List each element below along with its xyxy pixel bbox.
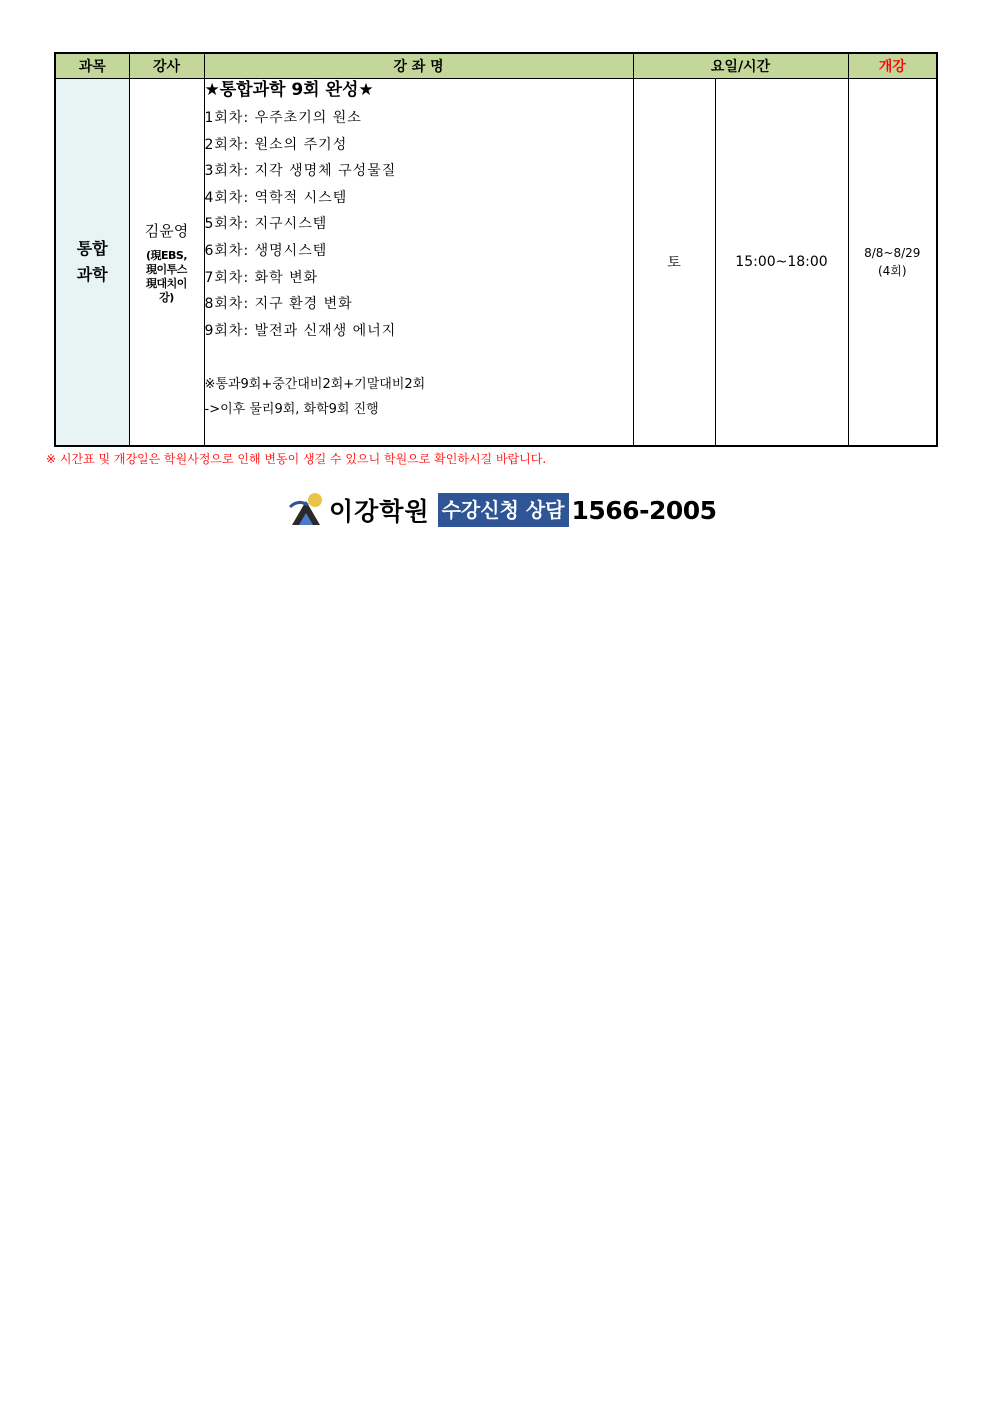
session-item: 9회차: 발전과 신재생 에너지 xyxy=(204,322,397,339)
session-item: 4회차: 역학적 시스템 xyxy=(204,189,348,206)
spacer xyxy=(205,344,633,372)
subject-line-2: 과학 xyxy=(76,265,108,284)
academy-emblem-icon xyxy=(288,491,326,529)
period-count: (4회) xyxy=(877,264,907,278)
academy-name: 이강학원 xyxy=(329,497,430,526)
session-item: 6회차: 생명시스템 xyxy=(204,242,328,259)
course-cell xyxy=(204,79,633,447)
session-item: 7회차: 화학 변화 xyxy=(204,269,319,286)
registration-label: 수강신청 상담 xyxy=(438,493,569,527)
session-item: 5회차: 지구시스템 xyxy=(204,216,328,233)
disclaimer-text: ※ 시간표 및 개강일은 학원사정으로 인해 변동이 생길 수 있으니 학원으로 확인하시길 바랍니다. xyxy=(46,452,547,466)
subject-cell xyxy=(55,79,129,447)
table-row xyxy=(55,79,937,447)
period-dates: 8/8~8/29 xyxy=(864,246,921,260)
teacher-cell xyxy=(129,79,204,447)
session-item: 2회차: 원소의 주기성 xyxy=(204,136,348,153)
day-cell: 토 xyxy=(633,79,715,447)
schedule-table xyxy=(54,52,938,447)
course-note-1: ※통과9회+중간대비2회+기말대비2회 xyxy=(204,377,426,393)
session-item: 8회차: 지구 환경 변화 xyxy=(204,296,353,313)
course-note-2: ->이후 물리9회, 화학9회 진행 xyxy=(204,402,379,418)
session-item: 1회차: 우주초기의 원소 xyxy=(204,110,362,126)
teacher-bio-4: 강) xyxy=(159,290,174,304)
header-teacher: 강사 xyxy=(129,53,204,79)
header-course: 강 좌 명 xyxy=(204,53,633,79)
academy-logo-bar xyxy=(288,491,717,529)
session-item: 3회차: 지각 생명체 구성물질 xyxy=(204,163,397,180)
teacher-name: 김윤영 xyxy=(144,221,189,240)
teacher-bio-1: (現EBS, xyxy=(145,248,188,262)
period-cell xyxy=(848,79,937,447)
header-subject: 과목 xyxy=(55,53,129,79)
header-schedule: 요일/시간 xyxy=(633,53,848,79)
course-title: ★통합과학 9회 완성★ xyxy=(204,80,374,100)
table-header-row xyxy=(55,53,937,79)
phone-number: 1566-2005 xyxy=(571,495,717,525)
header-period: 개강 xyxy=(848,53,937,79)
teacher-bio-2: 現이투스 xyxy=(146,262,187,276)
teacher-bio-3: 現대치이 xyxy=(146,276,187,290)
subject-line-1: 통합 xyxy=(76,239,108,258)
time-cell: 15:00~18:00 xyxy=(715,79,848,447)
